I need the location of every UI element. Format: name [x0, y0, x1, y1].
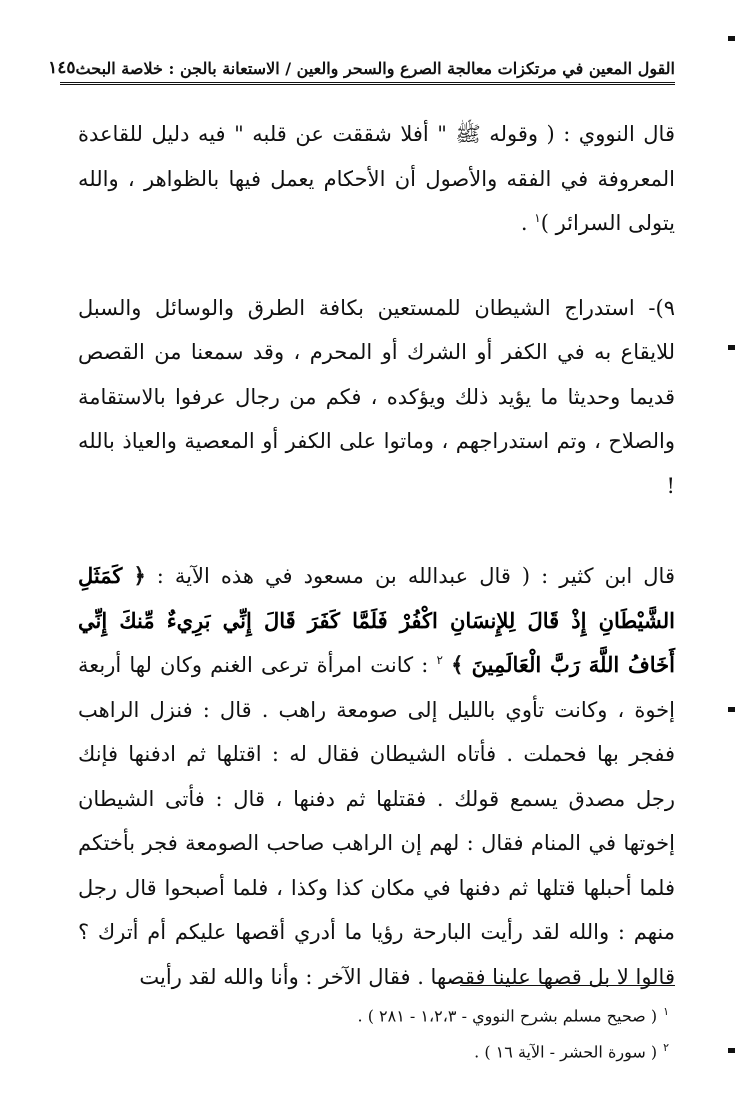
- paragraph-point-9: ٩)- استدراج الشيطان للمستعين بكافة الطرق والوسائل والسبل للايقاع به في الكفر أو الشرك أو المحرم ، وقد سمعنا من القصص قديما وحديثا ما يؤيد ذلك ويؤكده ، فكم من رجال عرفوا بالاستقامة والصلاح ، وتم استدراجهم ، وماتوا على الكفر أو المعصية والعياذ بالله !: [78, 295, 675, 498]
- body-text: [78, 112, 675, 999]
- scan-edge-mark: [728, 36, 735, 41]
- paragraph-text: قال النووي : ( وقوله ﷺ " أفلا شققت عن قلبه " فيه دليل للقاعدة المعروفة في الفقه والأصول أن الأحكام يعمل فيها بالظواهر ، والله يتولى السرائر ): [78, 122, 675, 235]
- scan-edge-mark: [728, 707, 735, 712]
- paragraph-gap: [78, 508, 675, 554]
- page-number: ١٤٥: [48, 58, 76, 78]
- footnote-item: [60, 1032, 669, 1068]
- paragraph-gap: [78, 246, 675, 286]
- footnotes: [60, 996, 669, 1069]
- footnote-text: ( صحيح مسلم بشرح النووي - ١،٢،٣ - ٢٨١ ) .: [357, 1006, 658, 1026]
- paragraph-ibn-kathir: [78, 554, 675, 999]
- footnote-reference: ١: [534, 211, 541, 225]
- running-title: القول المعين في مرتكزات معالجة الصرع والسحر والعين / الاستعانة بالجن : خلاصة البحث: [75, 59, 675, 78]
- verse-brace-close: ﴾: [451, 652, 464, 677]
- footnote-number: ٢: [663, 1041, 669, 1055]
- footnote-reference: ٢: [436, 653, 443, 667]
- footnote-text: ( سورة الحشر - الآية ١٦ ) .: [474, 1042, 658, 1062]
- paragraph-nawawi-quote: [78, 112, 675, 246]
- scan-edge-mark: [728, 1048, 735, 1053]
- paragraph-end: .: [520, 211, 535, 235]
- quran-verse: كَمَثَلِ الشَّيْطَانِ إِذْ قَالَ لِلإِنسَانِ اكْفُرْ فَلَمَّا كَفَرَ قَالَ إِنِّي بَرِيءٌ مِّنكَ إِنِّي أَخَافُ اللَّهَ رَبَّ الْعَالَمِينَ: [78, 563, 675, 677]
- scan-edge-mark: [728, 345, 735, 350]
- verse-brace-open: ﴿: [133, 563, 146, 588]
- footnote-separator: [460, 985, 675, 986]
- footnote-item: [60, 996, 669, 1032]
- footnote-number: ١: [663, 1005, 669, 1018]
- paragraph-intro: قال ابن كثير : ( قال عبدالله بن مسعود في هذه الآية :: [145, 564, 675, 588]
- page-header: [48, 38, 675, 85]
- paragraph-text: : كانت امرأة ترعى الغنم وكان لها أربعة إخوة ، وكانت تأوي بالليل إلى صومعة راهب . قال : فنزل الراهب ففجر بها فحملت . فأتاه الشيطان فقال له : اقتلها ثم ادفنها فإنك رجل مصدق يسمع قولك . فقتلها ثم دفنها ، قال : فأتى الشيطان إخوتها في المنام فقال : لهم إن الراهب صاحب الصومعة فجر بأختكم فلما أحبلها قتلها ثم دفنها في مكان كذا وكذا ، فلما أصبحوا قال رجل منهم : والله لقد رأيت البارحة رؤيا ما أدري أقصها عليكم أم أترك ؟ قالوا لا بل قصها علينا فقصها . فقال الآخر : وأنا والله لقد رأيت: [78, 653, 675, 989]
